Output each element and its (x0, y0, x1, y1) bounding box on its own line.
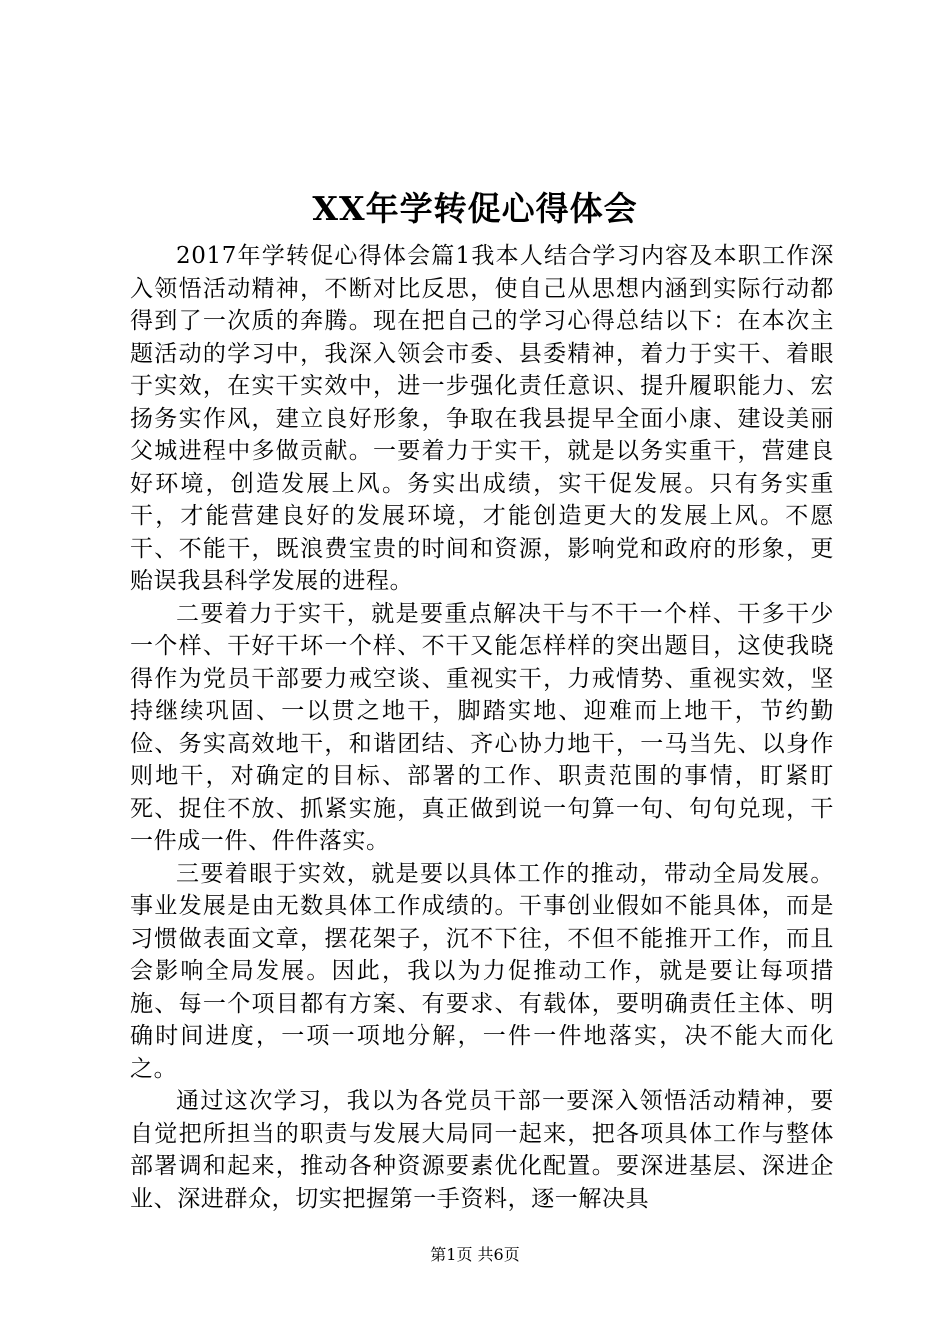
paragraph-1: 2017年学转促心得体会篇1我本人结合学习内容及本职工作深入领悟活动精神，不断对比反思，使自己从思想内涵到实际行动都得到了一次质的奔腾。现在把自己的学习心得总结以下：在本次主题活动的学习中，我深入领会市委、县委精神，着力于实干、着眼于实效，在实干实效中，进一步强化责任意识、提升履职能力、宏扬务实作风，建立良好形象，争取在我县提早全面小康、建设美丽父城进程中多做贡献。一要着力于实干，就是以务实重干，营建良好环境，创造发展上风。务实出成绩，实干促发展。只有务实重干，才能营建良好的发展环境，才能创造更大的发展上风。不愿干、不能干，既浪费宝贵的时间和资源，影响党和政府的形象，更贻误我县科学发展的进程。 (130, 243, 834, 594)
paragraph-4: 通过这次学习，我以为各党员干部一要深入领悟活动精神，要自觉把所担当的职责与发展大局同一起来，把各项具体工作与整体部署调和起来，推动各种资源要素优化配置。要深进基层、深进企业、深进群众，切实把握第一手资料，逐一解决具 (130, 1088, 834, 1212)
page-number-footer: 第1页 共6页 (430, 1245, 520, 1264)
document-body (130, 240, 834, 1215)
document-title: XX年学转促心得体会 (312, 189, 638, 228)
paragraph-3: 三要着眼于实效，就是要以具体工作的推动，带动全局发展。事业发展是由无数具体工作成绩的。干事创业假如不能具体，而是习惯做表面文章，摆花架子，沉不下往，不但不能推开工作，而且会影响全局发展。因此，我以为力促推动工作，就是要让每项措施、每一个项目都有方案、有要求、有载体，要明确责任主体、明确时间进度，一项一项地分解，一件一件地落实，决不能大而化之。 (130, 860, 834, 1082)
paragraph-2: 二要着力于实干，就是要重点解决干与不干一个样、干多干少一个样、干好干坏一个样、不干又能怎样样的突出题目，这使我晓得作为党员干部要力戒空谈、重视实干，力戒情势、重视实效，坚持继续巩固、一以贯之地干，脚踏实地、迎难而上地干，节约勤俭、务实高效地干，和谐团结、齐心协力地干，一马当先、以身作则地干，对确定的目标、部署的工作、职责范围的事情，盯紧盯死、捉住不放、抓紧实施，真正做到说一句算一句、句句兑现，干一件成一件、件件落实。 (130, 600, 834, 854)
